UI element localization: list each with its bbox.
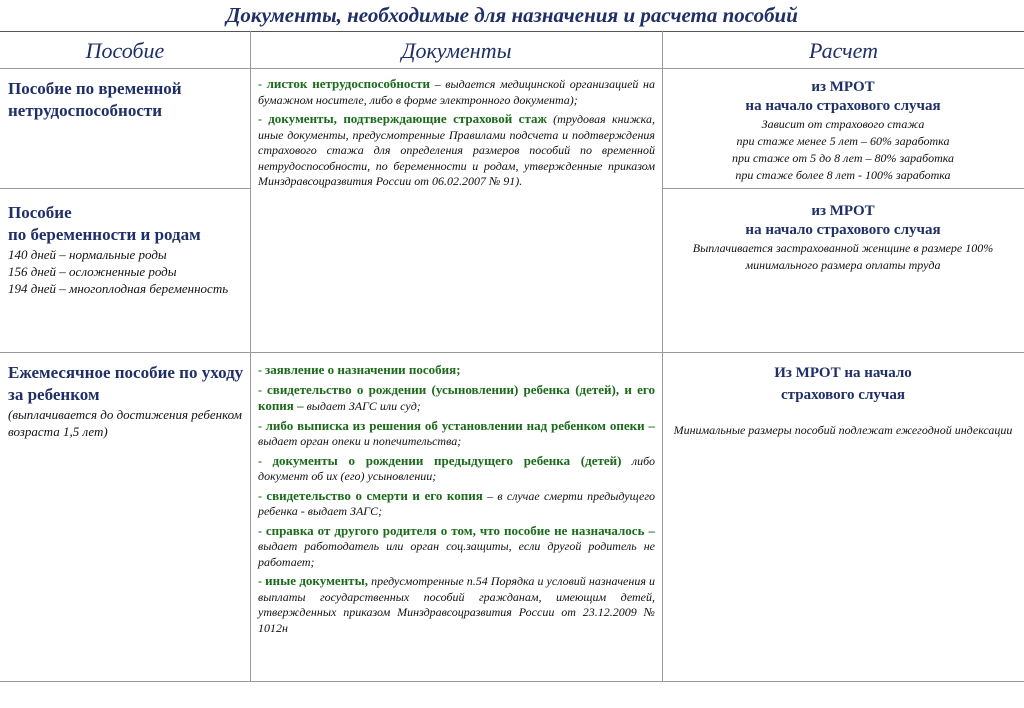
- header-documents: Документы: [401, 38, 512, 63]
- row2-rule: [0, 352, 1024, 353]
- document-item: - документы о рождении предыдущего ребенка (детей) либо документ об их (его) усыновлении;: [258, 452, 655, 483]
- calc-note: при стаже менее 5 лет – 60% заработка: [736, 134, 950, 148]
- benefit-name: по беременности и родам: [8, 225, 201, 244]
- row1-rule-right: [662, 188, 1024, 189]
- document-item: - иные документы, предусмотренные п.54 Порядка и условий назначения и выплаты государственных пособий гражданам, имеющим детей, утвержденных приказом Минздравсоцразвития России от 23.12.2009 № 1012н: [258, 573, 656, 635]
- document-item: - документы, подтверждающие страховой стаж (трудовая книжка, иные документы, предусмотренные Правилами подсчета и подтверждения страхового стажа для определения размеров пособий по временной нетрудоспособности, по беременности и родам, утвержденные приказом Минздравсоцразвития России от 06.02.2007 № 91).: [258, 111, 655, 188]
- benefit-name: Пособие: [8, 203, 72, 222]
- row1-rule-left: [0, 188, 250, 189]
- header-rule: [0, 68, 1024, 69]
- calc-note: при стаже от 5 до 8 лет – 80% заработка: [731, 151, 955, 165]
- col-divider-1: [250, 31, 251, 681]
- calc-note: при стаже более 8 лет - 100% заработка: [735, 168, 951, 182]
- benefit-temporary-disability: [8, 78, 243, 122]
- calc-heading: из МРОТ: [811, 203, 875, 219]
- benefit-name: Пособие по временной нетрудоспособности: [8, 79, 182, 120]
- documents-block-childcare: [258, 362, 655, 639]
- documents-block-disability-maternity: [258, 76, 655, 193]
- benefit-note: 156 дней – осложненные роды: [8, 264, 177, 279]
- document-item: - свидетельство о рождении (усыновлении) ребенка (детей), и его копия – выдает ЗАГС или суд;: [258, 381, 655, 413]
- calc-note: Минимальные размеры пособий подлежат ежегодной индексации: [673, 423, 1013, 437]
- table-bottom-rule: [0, 681, 1024, 682]
- calc-heading: Из МРОТ на начало: [774, 365, 912, 381]
- benefit-childcare: [8, 362, 246, 440]
- calc-heading: на начало страхового случая: [745, 222, 941, 238]
- calc-heading: из МРОТ: [811, 79, 875, 95]
- header-benefit: Пособие: [85, 38, 165, 63]
- calc-heading: страхового случая: [781, 387, 905, 403]
- document-item: - заявление о назначении пособия;: [258, 362, 461, 377]
- calc-note: Выплачивается застрахованной женщине в размере 100% минимального размера оплаты труда: [692, 241, 994, 272]
- benefit-note: 194 дней – многоплодная беременность: [8, 281, 229, 296]
- benefit-maternity: [8, 202, 246, 297]
- benefit-note: (выплачивается до достижения ребенком возраста 1,5 лет): [8, 407, 242, 439]
- document-item: - справка от другого родителя о том, что пособие не назначалось – выдает работодатель или орган соц.защиты, если другой родитель не работает;: [258, 522, 656, 569]
- page-title: Документы, необходимые для назначения и расчета пособий: [226, 3, 798, 27]
- document-item: - свидетельство о смерти и его копия – в случае смерти предыдущего ребенка - выдает ЗАГС;: [258, 487, 656, 518]
- table-top-rule: [0, 31, 1024, 32]
- calculation-childcare: [668, 362, 1018, 439]
- document-item: - либо выписка из решения об установлении над ребенком опеки – выдает орган опеки и попечительства;: [258, 417, 656, 448]
- header-calculation: Расчет: [809, 38, 878, 63]
- col-divider-2: [662, 31, 663, 681]
- benefit-note: 140 дней – нормальные роды: [8, 247, 167, 262]
- calculation-disability: [666, 78, 1020, 184]
- document-item: - листок нетрудоспособности – выдается медицинской организацией на бумажном носителе, либо в форме электронного документа);: [258, 76, 655, 107]
- calculation-maternity: [668, 202, 1018, 274]
- calc-heading: на начало страхового случая: [745, 98, 941, 114]
- calc-note: Зависит от страхового стажа: [761, 117, 925, 131]
- benefit-name: Ежемесячное пособие по уходу за ребенком: [8, 363, 244, 404]
